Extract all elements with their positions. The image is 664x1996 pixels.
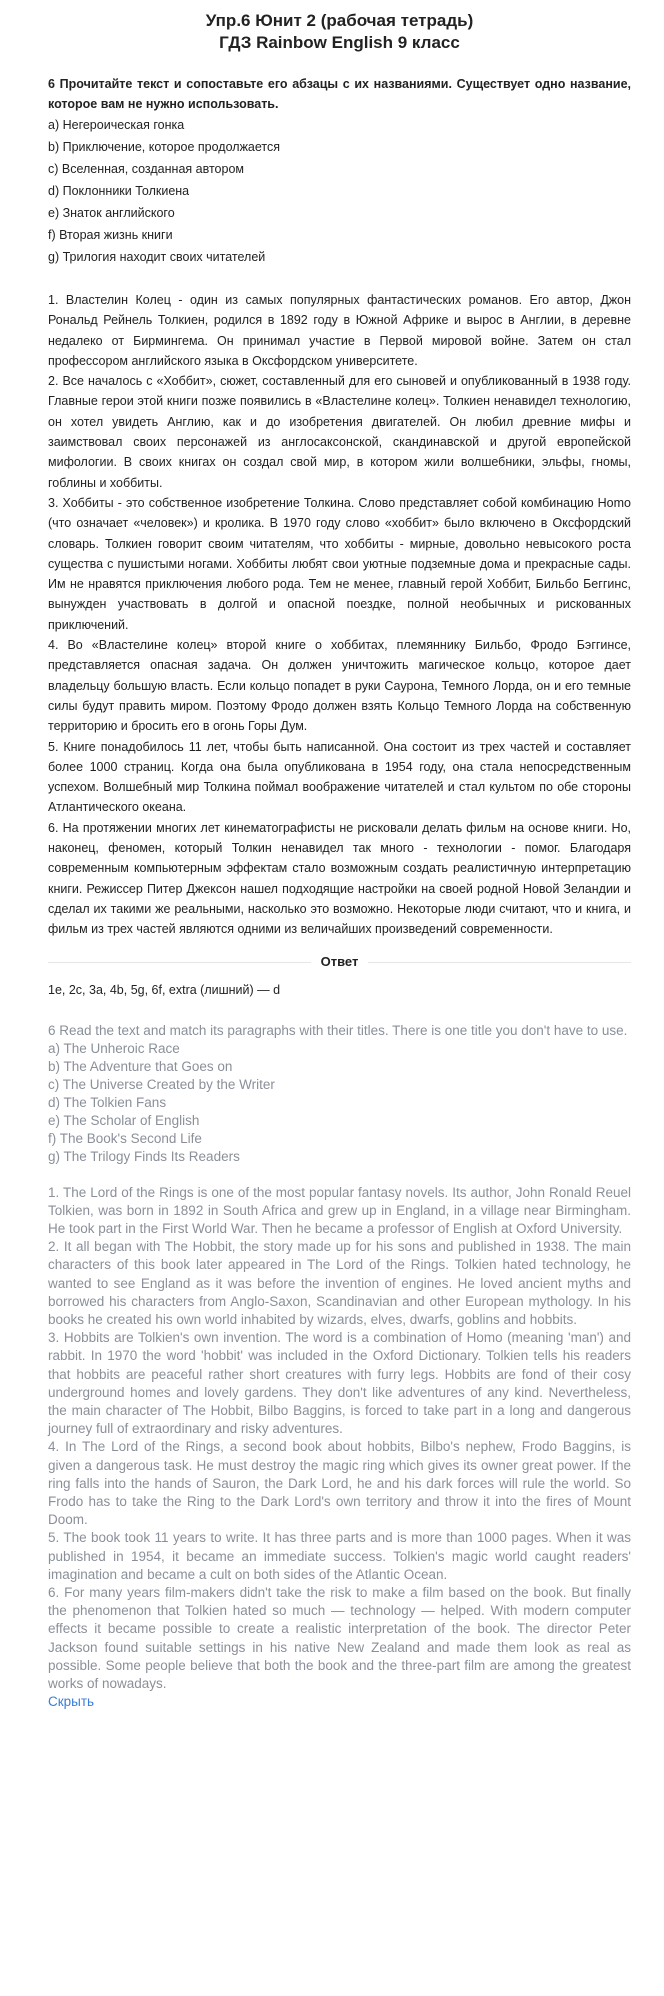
task-option: c) Вселенная, созданная автором bbox=[48, 162, 244, 176]
spacer bbox=[48, 1166, 631, 1184]
task-option: e) Знаток английского bbox=[48, 206, 175, 220]
english-option: b) The Adventure that Goes on bbox=[48, 1058, 233, 1074]
english-paragraph: 5. The book took 11 years to write. It has three parts and is more than 1000 pages. When it was published in 1954, it became an immediate success. Tolkien's magic world caught readers' imagination and became a cult on both sides of the Atlantic Ocean. bbox=[48, 1530, 631, 1582]
spacer bbox=[48, 268, 631, 290]
page-title bbox=[48, 10, 631, 54]
english-paragraph: 2. It all began with The Hobbit, the story made up for his sons and published in 1938. The main characters of this book later appeared in The Lord of the Rings. Tolkien hated technology, he wanted to see England as it was before the invention of engines. He loved ancient myths and borrowed his characters from Anglo-Saxon, Scandinavian and other European mythology. In his books he created his own world inhabited by wizards, elves, dwarfs, goblins and hobbits. bbox=[48, 1239, 631, 1327]
task-paragraph: 6. На протяжении многих лет кинематографисты не рисковали делать фильм на основе книги. Но, наконец, феномен, который Толкин ненавидел так много - технологии - помог. Благодаря современным компьютерным эффектам стало возможным создать реалистичную интерпретацию книги. Режиссер Питер Джексон нашел подходящие настройки на своей родной Новой Зеландии и сделал их такими же реальными, насколько это возможно. Некоторые люди считают, что и книга, и фильм из трех частей являются одними из величайших произведений современности. bbox=[48, 820, 631, 937]
english-option: d) The Tolkien Fans bbox=[48, 1094, 167, 1110]
english-paragraph: 4. In The Lord of the Rings, a second book about hobbits, Bilbo's nephew, Frodo Baggins, is given a dangerous task. He must destroy the magic ring which gives its owner great power. If the ring falls into the hands of Sauron, the Dark Lord, he and his dark forces will rule the world. So Frodo has to take the Ring to the Dark Lord's own territory and throw it into the fires of Mount Doom. bbox=[48, 1439, 631, 1528]
english-heading: 6 Read the text and match its paragraphs with their titles. There is one title you don't have to use. bbox=[48, 1022, 628, 1038]
task-option: b) Приключение, которое продолжается bbox=[48, 140, 281, 154]
english-options bbox=[48, 1040, 631, 1166]
task-option: d) Поклонники Толкиена bbox=[48, 184, 190, 198]
task-paragraph: 1. Властелин Колец - один из самых популярных фантастических романов. Его автор, Джон Рональд Рейнель Толкиен, родился в 1892 году в Южной Африке и вырос в Англии, в деревне недалеко от Бирмингема. Он принимал участие в Первой мировой войне. Затем он стал профессором английского языка в Оксфордском университете. bbox=[48, 293, 631, 368]
english-option: c) The Universe Created by the Writer bbox=[48, 1076, 275, 1092]
hide-link[interactable]: Скрыть bbox=[48, 1694, 95, 1710]
english-paragraph: 6. For many years film-makers didn't take the risk to make a film based on the book. But finally the phenomenon that Tolkien hated so much — technology — helped. With modern computer effects it became possible to create a realistic interpretation of the book. The director Peter Jackson found suitable settings in his native New Zealand and made them look as real as possible. Some people believe that both the book and the three-part film are among the greatest works of nowadays. bbox=[48, 1584, 631, 1691]
answer-label: Ответ bbox=[311, 954, 369, 969]
task-option: g) Трилогия находит своих читателей bbox=[48, 250, 266, 264]
english-option: a) The Unheroic Race bbox=[48, 1040, 180, 1056]
russian-task bbox=[48, 74, 631, 940]
task-paragraph: 3. Хоббиты - это собственное изобретение Толкина. Слово представляет собой комбинацию Homo (что означает «человек») и кролика. В 1970 году слово «хоббит» было включено в Оксфордский словарь. Толкиен говорит своим читателям, что хоббиты - мирные, довольно невысокого роста существа с пушистыми ногами. Хоббиты любят свои уютные подземные дома и прекрасные сады. Им не нравятся приключения любого рода. Тем не менее, главный герой Хоббит, Бильбо Беггинс, вынужден участвовать в долгой и опасной поездке, полной необычных и рискованных приключений. bbox=[48, 495, 631, 632]
english-paragraph: 3. Hobbits are Tolkien's own invention. The word is a combination of Homo (meaning 'man') and rabbit. In 1970 the word 'hobbit' was included in the Oxford Dictionary. Tolkien tells his readers that hobbits are peaceful rather short creatures with furry legs. Hobbits are fond of their cosy underground homes and lovely gardens. They don't like adventures of any kind. Nevertheless, the main character of The Hobbit, Bilbo Baggins, is forced to take part in a long and dangerous journey full of extraordinary and risky adventures. bbox=[48, 1330, 631, 1437]
page-title-line2: ГДЗ Rainbow English 9 класс bbox=[219, 33, 460, 52]
task-heading: 6 Прочитайте текст и сопоставьте его абзацы с их названиями. Существует одно название, которое вам не нужно использовать. bbox=[48, 77, 631, 111]
page-title-line1: Упр.6 Юнит 2 (рабочая тетрадь) bbox=[205, 11, 474, 30]
task-option: f) Вторая жизнь книги bbox=[48, 228, 173, 242]
english-option: g) The Trilogy Finds Its Readers bbox=[48, 1148, 240, 1164]
english-option: f) The Book's Second Life bbox=[48, 1130, 202, 1146]
english-original bbox=[48, 1022, 631, 1712]
task-paragraph: 4. Во «Властелине колец» второй книге о хоббитах, племяннику Бильбо, Фродо Бэггинсе, представляется опасная задача. Он должен уничтожить магическое кольцо, которое дает владельцу большую власть. Если кольцо попадет в руки Саурона, Темного Лорда, он и его темные силы будут править миром. Поэтому Фродо должен взять Кольцо Темного Лорда на собственную территорию и бросить его в огонь Горы Дум. bbox=[48, 638, 631, 734]
english-paragraph: 1. The Lord of the Rings is one of the most popular fantasy novels. Its author, John Ronald Reuel Tolkien, was born in 1892 in South Africa and grew up in England, in a village near Birmingham. He took part in the First World War. Then he became a professor of English at Oxford University. bbox=[48, 1184, 631, 1236]
task-paragraph: 2. Все началось с «Хоббит», сюжет, составленный для его сыновей и опубликованный в 1938 году. Главные герои этой книги позже появились в «Властелине колец». Толкиен ненавидел технологию, он хотел увидеть Англию, как и до изобретения двигателей. Он любил древние мифы и заимствовал своих персонажей из англосаксонской, скандинавской и другой европейской мифологии. В своих книгах он создал свой мир, в котором жили волшебники, эльфы, гномы, гоблины и хоббиты. bbox=[48, 374, 631, 490]
task-options bbox=[48, 114, 631, 268]
english-option: e) The Scholar of English bbox=[48, 1112, 200, 1128]
answer-text: 1e, 2c, 3a, 4b, 5g, 6f, extra (лишний) — d bbox=[48, 982, 281, 997]
task-option: a) Негероическая гонка bbox=[48, 118, 185, 132]
task-paragraph: 5. Книге понадобилось 11 лет, чтобы быть написанной. Она состоит из трех частей и составляет более 1000 страниц. Когда она была опубликована в 1954 году, она стала непосредственным успехом. Волшебный мир Толкина поймал воображение читателей и стал культом по обе стороны Атлантического океана. bbox=[48, 739, 631, 815]
answer-divider bbox=[48, 952, 631, 972]
